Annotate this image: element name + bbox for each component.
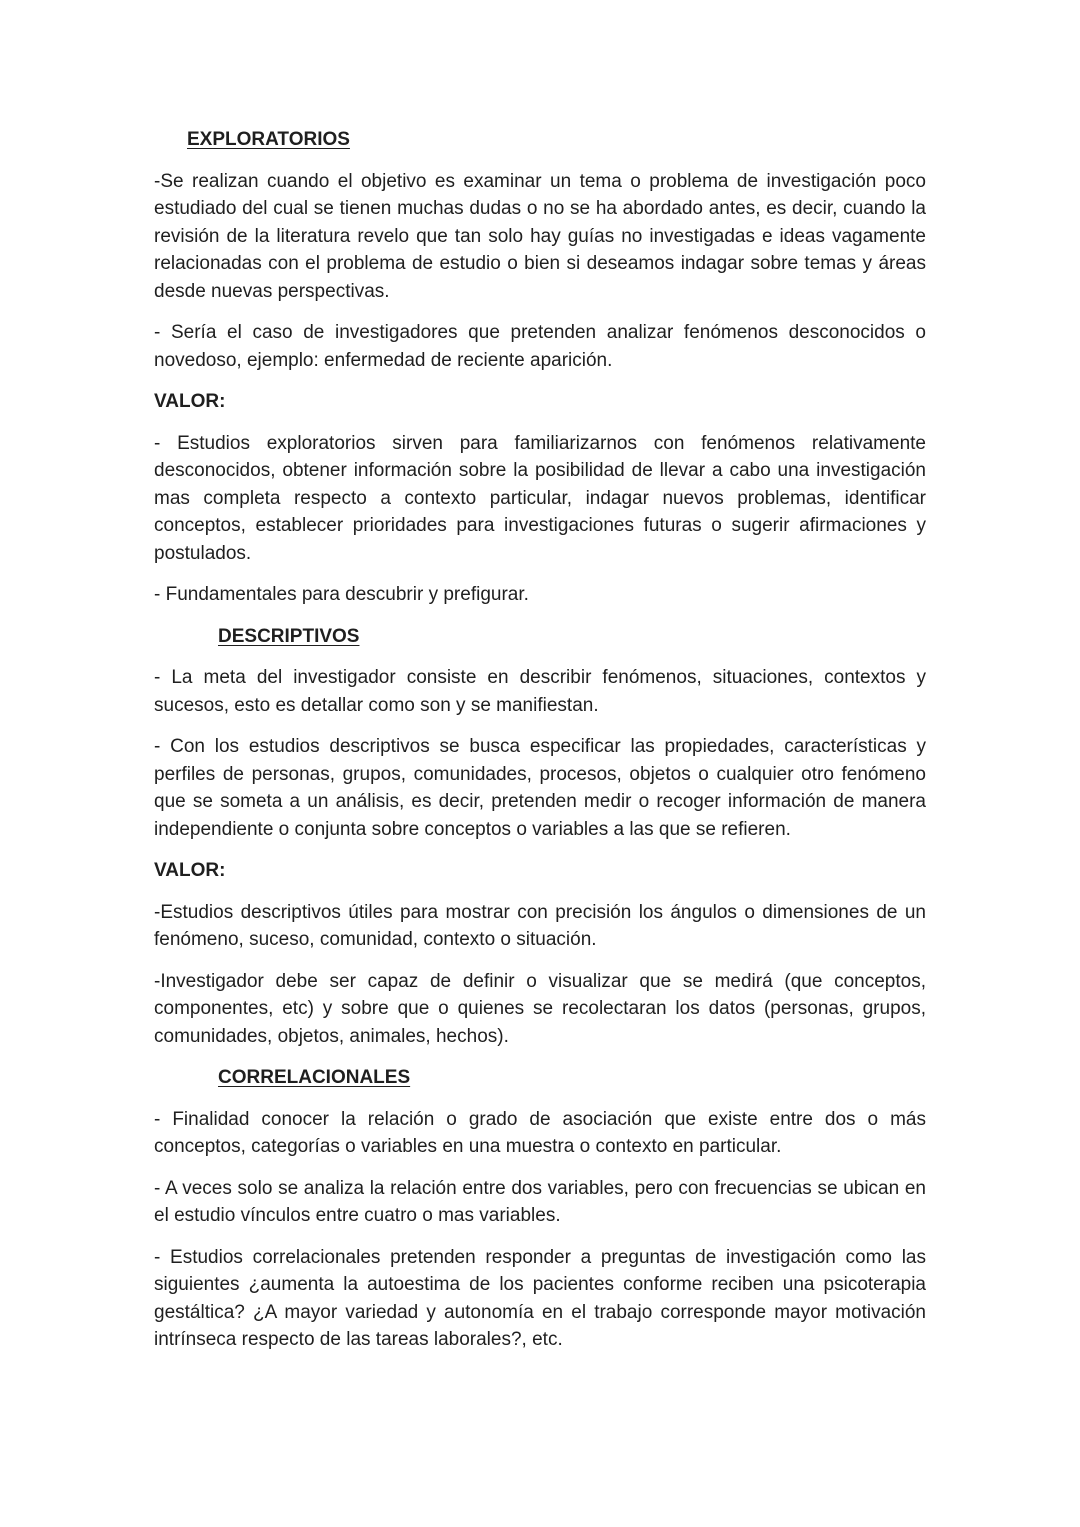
paragraph: - La meta del investigador consiste en describir fenómenos, situaciones, contextos y sucesos, esto es detallar como son y se manifiestan. — [154, 667, 926, 716]
paragraph: - Estudios correlacionales pretenden responder a preguntas de investigación como las siguientes ¿aumenta la autoestima de los pacientes conforme reciben una psicoterapia gestáltica? ¿A mayor variedad y autonomía en el trabajo corresponde mayor motivación intrínseca respecto de las tareas laborales?, etc. — [154, 1246, 926, 1350]
paragraph: -Se realizan cuando el objetivo es examinar un tema o problema de investigación poco estudiado del cual se tienen muchas dudas o no se ha abordado antes, es decir, cuando la revisión de la literatura revelo que tan solo hay guías no investigadas e ideas vagamente relacionadas con el problema de estudio o bien si deseamos indagar sobre temas y áreas desde nuevas perspectivas. — [154, 170, 926, 302]
paragraph: - Estudios exploratorios sirven para familiarizarnos con fenómenos relativamente desconocidos, obtener información sobre la posibilidad de llevar a cabo una investigación mas completa respecto a contexto particular, indagar nuevos problemas, identificar conceptos, establecer prioridades para investigaciones futuras o sugerir afirmaciones y postulados. — [154, 432, 926, 564]
section-heading-descriptivos: DESCRIPTIVOS — [218, 625, 360, 647]
document-page — [154, 126, 926, 1368]
value-label: VALOR: — [154, 391, 226, 412]
paragraph: - Finalidad conocer la relación o grado de asociación que existe entre dos o más conceptos, categorías o variables en una muestra o contexto en particular. — [154, 1108, 926, 1157]
paragraph: -Estudios descriptivos útiles para mostrar con precisión los ángulos o dimensiones de un fenómeno, suceso, comunidad, contexto o situación. — [154, 901, 926, 950]
section-heading-correlacionales: CORRELACIONALES — [218, 1067, 411, 1088]
section-heading-exploratorios: EXPLORATORIOS — [187, 129, 350, 150]
paragraph: -Investigador debe ser capaz de definir o visualizar que se medirá (que conceptos, componentes, etc) y sobre que o quienes se recolectaran los datos (personas, grupos, comunidades, objetos, animales, hechos). — [154, 970, 926, 1047]
paragraph: - A veces solo se analiza la relación entre dos variables, pero con frecuencias se ubican en el estudio vínculos entre cuatro o mas variables. — [154, 1177, 926, 1226]
paragraph: - Con los estudios descriptivos se busca especificar las propiedades, características y perfiles de personas, grupos, comunidades, procesos, objetos o cualquier otro fenómeno que se someta a un análisis, es decir, pretenden medir o recoger información de manera independiente o conjunta sobre conceptos o variables a las que se refieren. — [154, 736, 926, 840]
paragraph: - Sería el caso de investigadores que pretenden analizar fenómenos desconocidos o novedoso, ejemplo: enfermedad de reciente aparición. — [154, 322, 926, 371]
value-label: VALOR: — [154, 860, 226, 881]
paragraph: - Fundamentales para descubrir y prefigurar. — [154, 584, 529, 605]
